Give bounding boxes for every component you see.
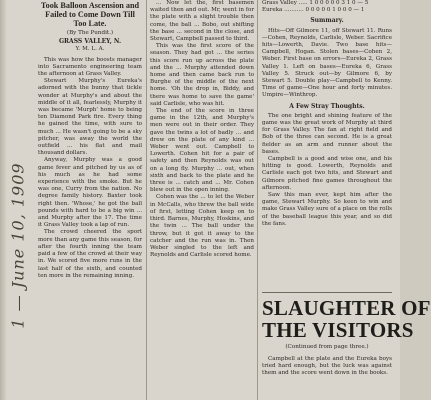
continued-note: (Continued from page three.) bbox=[285, 344, 369, 350]
article-paragraph: This was how the boosts manager into Sacramento engineering team the afternoon at Grass Valley. bbox=[38, 56, 142, 78]
article-paragraph: Campbell at the plate and the Eureka boys tried hard enough, but the luck was against them and the score went down in the books. bbox=[262, 356, 392, 377]
article-paragraph: Anyway, Murphy was a good game fever and pitched by us as of his much as he had some experience with the smoke. But he was one, Curry from the nation. No degree family history. Baxter took right then. 'Whose,' he got the ball pounds with hard to be a big win ... and Murphy after the 17. The time it Grass Valley took a lap of run. bbox=[38, 157, 142, 229]
article-headline: Took Balloon Ascension and Failed to Come Down Till Too Late. bbox=[40, 1, 140, 28]
article-paragraph: This was the first score of the season. They had got ... the series this score run up across the plate and the ... Murphy attended down home and then came back run to Burghe of the middle of the next home. 'Oh the drop in, Biddy, and there was home to save the game' said Carlisle, who was hit. bbox=[150, 43, 254, 107]
article-byline: (By The Pundit.) bbox=[66, 30, 114, 36]
article-paragraph: The one bright and shining feature of the game was the great work of Murphy at third for Grass Valley. The fan at right field and Bob of the three can second. He is a great fielder as an arm and runner about the bases. bbox=[262, 112, 392, 155]
big-headline-line: THE VISITORS bbox=[262, 318, 414, 342]
article-paragraph: Campbell is a good and wise one, and his hitting is good. Lowerth, Reynolds and Carlisle each got two hits, and Stewart and Gilmore pitched fine games throughout the afternoon. bbox=[262, 156, 392, 191]
column-3-bottom-text bbox=[262, 356, 392, 378]
handwritten-date-annotation bbox=[3, 120, 33, 370]
big-headline-line: SLAUGHTER OF bbox=[262, 296, 431, 320]
box-score-line: Grass Valley ..... 1 0 0 0 0 0 3 1 0 — 5 bbox=[262, 0, 369, 6]
column-1 bbox=[38, 0, 142, 400]
box-score-line: Eureka ........... 0 0 0 0 0 1 0 0 0 — 1 bbox=[262, 7, 365, 14]
article-paragraph: Saw this man ever, kept him after the game, Stewart Murphy. So keen to win and make Grass Valley sure of a place on the rolls of the baseball league this year, and so did the fans. bbox=[262, 192, 392, 227]
column-rule bbox=[146, 0, 147, 400]
article-paragraph: Stewart Murphy's Eureka's adorned with the bunny that tickle wonder at Murphy's and about the middle of it all, fearlessly, Murphy it was became 'Murph' home to being ten Diamond Park fire. Every thing he gained the time, with sure to much ... He wasn't going to be a sky pitcher, was away the world the outfield ... his flat and mail thousand dollars. bbox=[38, 78, 142, 157]
article-paragraph: The crowd cheered the sport more than any game this season, for after the fourth inning the team paid a few of the crowd at their way in. We scored five more runs in the last half of the sixth, and counted ten more in the remaining inning. bbox=[38, 229, 142, 279]
summary-title: Summary. bbox=[310, 17, 344, 25]
slaughter-headline-block bbox=[262, 292, 431, 350]
article-organization: Y. M. L. A. bbox=[75, 46, 105, 53]
article-dateline: GRASS VALLEY, N. bbox=[58, 38, 122, 46]
article-paragraph: Cohen was the ... to let the Weber in McCalls, who threw the ball wide of first, letting Cohen keep on to third. Barnes, Murphy, Hoskins, and the twin ... The ball under the throw, but it got it away to the catcher and the run was in. Then Weber singled to the left and Reynolds and Carlisle scored home. bbox=[150, 194, 254, 259]
article-paragraph: The end of the score in three game in the 12th, and Murphy's men were out in their order. They gave the twins a lot of badly ... and drew on the plate of any kind ... Weber went out. Campbell to Lowerth. Cohen hit for a pair of safety and then Reynolds was out on a long fly. Murphy ... out, when sixth and back to the plate and he three is ... catch and ... Mr. Cohen blew out in the open inning. bbox=[150, 108, 254, 194]
summary-paragraph: Hits—Off Gilmore 11, off Stewart 11. Runs—Cohen, Reynolds, Carlisle, Weber. Sacrifice hits—Lowerth, Davie. Two base hits—Campbell, Hogan. Stolen bases—Cohen 2, Weber. First base on errors—Eureka 2, Grass Valley 1. Left on bases—Eureka 6, Grass Valley 5. Struck out—by Gilmore 6, by Stewart 5. Double play—Campbell to Kenny. Time of game—One hour and forty minutes. Umpire—Winthrop. bbox=[262, 27, 392, 99]
article-paragraph: ... Now let the, first basemen waited then and out. Mr, went in for the plate with a slight trouble then come, the ball ... Bobo, out shifting the base ... second in the close, and Stewart, Campbell passed to third. bbox=[150, 0, 254, 43]
handwritten-date: 1 — June 10, 1909 bbox=[8, 161, 28, 329]
column-2 bbox=[150, 0, 254, 400]
section-subhead: A Few Stray Thoughts. bbox=[289, 102, 365, 110]
column-3 bbox=[262, 0, 392, 290]
column-rule bbox=[257, 0, 258, 400]
